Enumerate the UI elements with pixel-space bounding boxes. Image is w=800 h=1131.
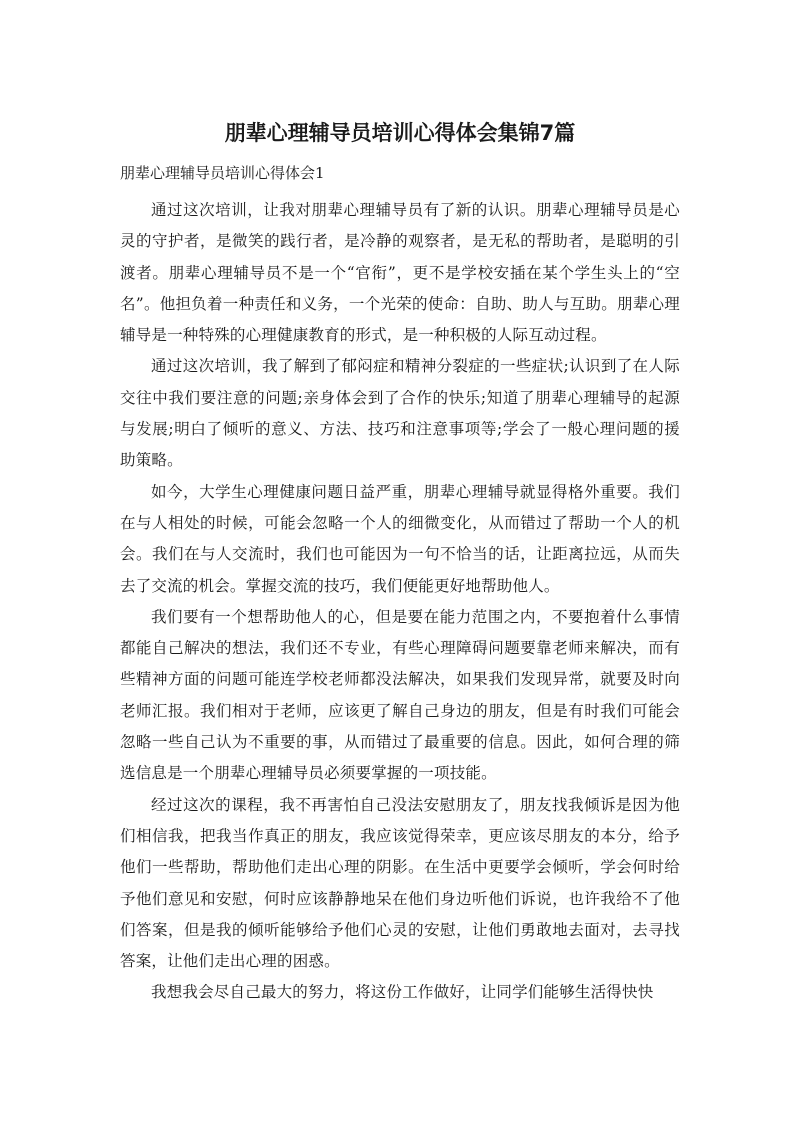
paragraph-3: 如今，大学生心理健康问题日益严重，朋辈心理辅导就显得格外重要。我们在与人相处的时候，可能会忽略一个人的细微变化，从而错过了帮助一个人的机会。我们在与人交流时，我们也可能因为一句不恰当的话，让距离拉远，从而失去了交流的机会。掌握交流的技巧，我们便能更好地帮助他人。 <box>120 482 680 595</box>
paragraph-4: 我们要有一个想帮助他人的心，但是要在能力范围之内，不要抱着什么事情都能自己解决的想法，我们还不专业，有些心理障碍问题要靠老师来解决，而有些精神方面的问题可能连学校老师都没法解决，如果我们发现异常，就要及时向老师汇报。我们相对于老师，应该更了解自己身边的朋友，但是有时我们可能会忽略一些自己认为不重要的事，从而错过了最重要的信息。因此，如何合理的筛选信息是一个朋辈心理辅导员必须要掌握的一项技能。 <box>120 607 680 783</box>
paragraph-5: 经过这次的课程，我不再害怕自己没法安慰朋友了，朋友找我倾诉是因为他们相信我，把我当作真正的朋友，我应该觉得荣幸，更应该尽朋友的本分，给予他们一些帮助，帮助他们走出心理的阴影。在生活中更要学会倾听，学会何时给予他们意见和安慰，何时应该静静地呆在他们身边听他们诉说，也许我给不了他们答案，但是我的倾听能够给予他们心灵的安慰，让他们勇敢地去面对，去寻找答案，让他们走出心理的困惑。 <box>120 795 680 971</box>
body-text <box>120 195 680 1009</box>
section-heading: 朋辈心理辅导员培训心得体会1 <box>120 164 325 182</box>
paragraph-2: 通过这次培训，我了解到了郁闷症和精神分裂症的一些症状;认识到了在人际交往中我们要注意的问题;亲身体会到了合作的快乐;知道了朋辈心理辅导的起源与发展;明白了倾听的意义、方法、技巧和注意事项等;学会了一般心理问题的援助策略。 <box>120 357 680 470</box>
paragraph-1: 通过这次培训，让我对朋辈心理辅导员有了新的认识。朋辈心理辅导员是心灵的守护者，是微笑的践行者，是冷静的观察者，是无私的帮助者，是聪明的引渡者。朋辈心理辅导员不是一个“官衔”，更不是学校安插在某个学生头上的“空名”。他担负着一种责任和义务，一个光荣的使命：自助、助人与互助。朋辈心理辅导是一种特殊的心理健康教育的形式，是一种积极的人际互动过程。 <box>120 201 680 345</box>
paragraph-6: 我想我会尽自己最大的努力，将这份工作做好，让同学们能够生活得快快 <box>151 983 654 1002</box>
document-title: 朋辈心理辅导员培训心得体会集锦7篇 <box>224 121 576 145</box>
